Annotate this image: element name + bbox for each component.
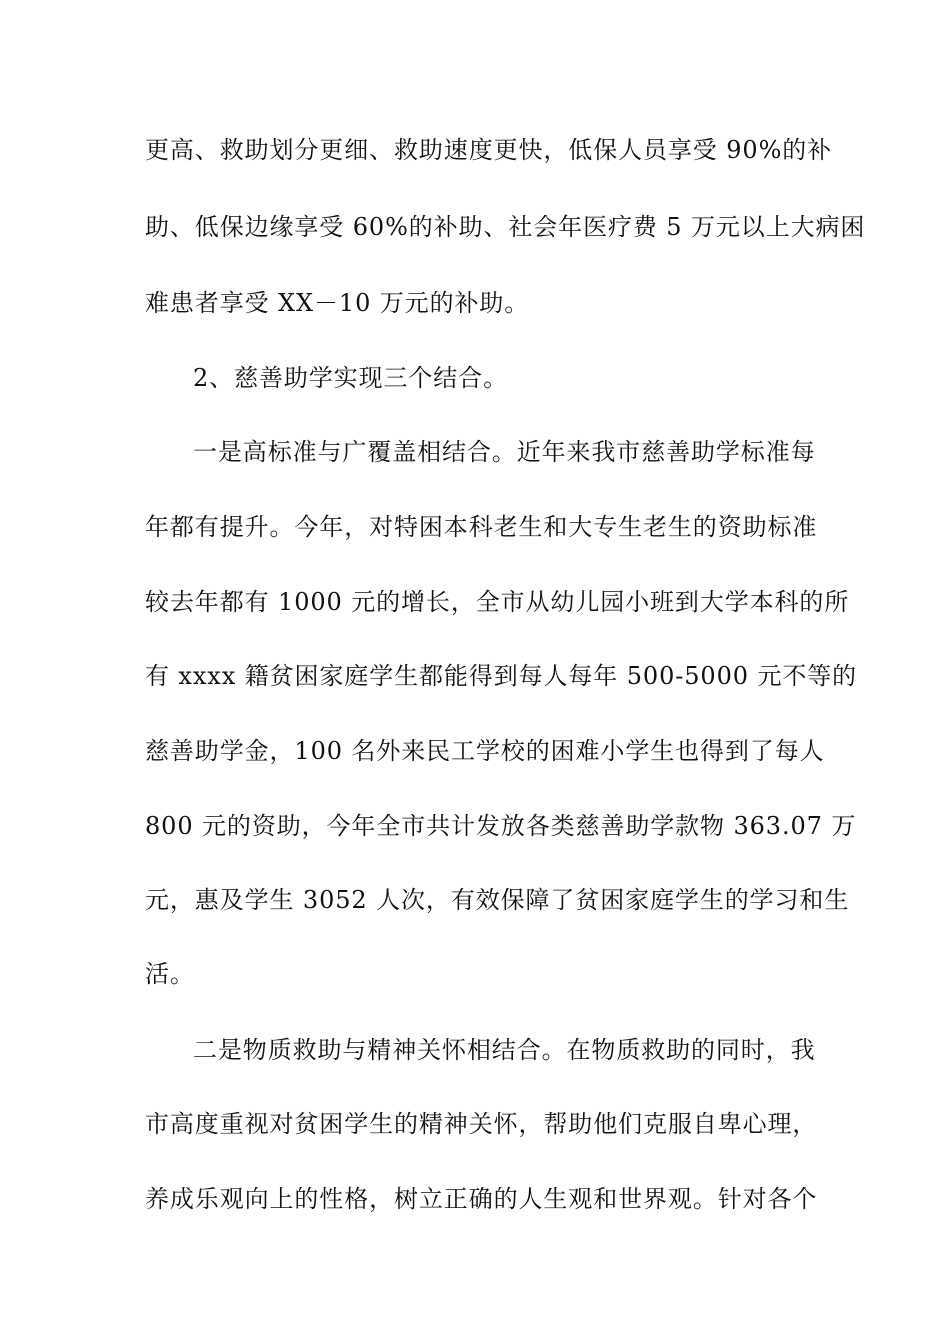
text-line: 元，惠及学生 3052 人次，有效保障了贫困家庭学生的学习和生 (145, 886, 850, 914)
paragraph-start-line: 二是物质救助与精神关怀相结合。在物质救助的同时，我 (193, 1036, 816, 1064)
text-line: 较去年都有 1000 元的增长，全市从幼儿园小班到大学本科的所 (145, 588, 850, 616)
text-line: 市高度重视对贫困学生的精神关怀，帮助他们克服自卑心理， (145, 1110, 818, 1138)
text-line: 活。 (145, 960, 195, 988)
text-line: 更高、救助划分更细、救助速度更快，低保人员享受 90%的补 (145, 136, 833, 164)
paragraph-start-line: 一是高标准与广覆盖相结合。近年来我市慈善助学标准每 (193, 438, 816, 466)
text-line: 年都有提升。今年，对特困本科老生和大专生老生的资助标准 (145, 513, 818, 541)
section-heading: 2、慈善助学实现三个结合。 (193, 364, 508, 392)
text-line: 难患者享受 XX－10 万元的补助。 (145, 289, 530, 317)
text-line: 养成乐观向上的性格，树立正确的人生观和世界观。针对各个 (145, 1185, 818, 1213)
text-line: 800 元的资助，今年全市共计发放各类慈善助学款物 363.07 万 (145, 812, 857, 840)
text-line: 有 xxxx 籍贫困家庭学生都能得到每人每年 500-5000 元不等的 (145, 662, 858, 690)
text-line: 慈善助学金，100 名外来民工学校的困难小学生也得到了每人 (145, 737, 825, 765)
text-line: 助、低保边缘享受 60%的补助、社会年医疗费 5 万元以上大病困 (145, 213, 866, 241)
